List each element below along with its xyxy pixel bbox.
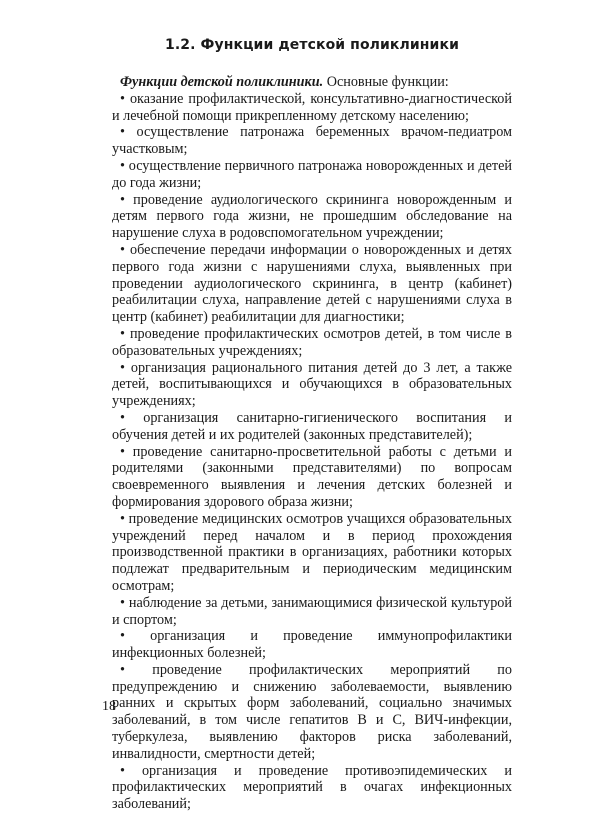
function-item: • осуществление патронажа беременных врачом-педиатром участковым;	[112, 124, 512, 158]
function-item: • организация и проведение противоэпидемических и профилактических мероприятий в очагах инфекционных заболеваний;	[112, 762, 512, 813]
section-heading: 1.2. Функции детской поликлиники	[165, 37, 459, 53]
function-item: • организация рационального питания детей до 3 лет, а также детей, воспитывающихся и обучающихся в образовательных учреждениях;	[112, 359, 512, 410]
function-item: • оказание профилактической, консультативно-диагностической и лечебной помощи прикрепленному детскому населению;	[112, 90, 512, 124]
body-text	[112, 74, 512, 813]
function-item: • осуществление первичного патронажа новорожденных и детей до года жизни;	[112, 157, 512, 191]
function-item: • проведение медицинских осмотров учащихся образовательных учреждений перед началом и в период прохождения производственной практики в организациях, работники которых подлежат предварительным и периодическим медицинским осмотрам;	[112, 510, 512, 594]
function-item: • наблюдение за детьми, занимающимися физической культурой и спортом;	[112, 594, 512, 628]
function-item: • проведение аудиологического скрининга новорожденным и детям первого года жизни, не прошедшим обследование на нарушение слуха в родовспомогательном учреждении;	[112, 191, 512, 242]
page-number: 18	[102, 699, 116, 714]
function-item: • проведение профилактических мероприятий по предупреждению и снижению заболеваемости, выявлению ранних и скрытых форм заболеваний, социально значимых заболеваний, в том числе гепатитов B и C, ВИЧ-инфекции, туберкулеза, выявлению факторов риска заболеваний, инвалидности, смертности детей;	[112, 661, 512, 762]
function-item: • обеспечение передачи информации о новорожденных и детях первого года жизни с нарушениями слуха, выявленных при проведении аудиологического скрининга, в центр (кабинет) реабилитации слуха, направление детей с нарушениями слуха в центр (кабинет) реабилитации для диагностики;	[112, 241, 512, 326]
function-item: • организация и проведение иммунопрофилактики инфекционных болезней;	[112, 628, 512, 662]
intro-rest: Основные функции:	[323, 74, 449, 90]
intro-paragraph	[112, 74, 512, 91]
function-item: • проведение профилактических осмотров детей, в том числе в образовательных учреждениях;	[112, 325, 512, 359]
intro-term: Функции детской поликлиники.	[120, 74, 324, 90]
function-item: • проведение санитарно-просветительной работы с детьми и родителями (законными представителями) по вопросам своевременного выявления и лечения детских болезней и формирования здорового образа жизни;	[112, 443, 512, 510]
function-item: • организация санитарно-гигиенического воспитания и обучения детей и их родителей (законных представителей);	[112, 409, 512, 443]
